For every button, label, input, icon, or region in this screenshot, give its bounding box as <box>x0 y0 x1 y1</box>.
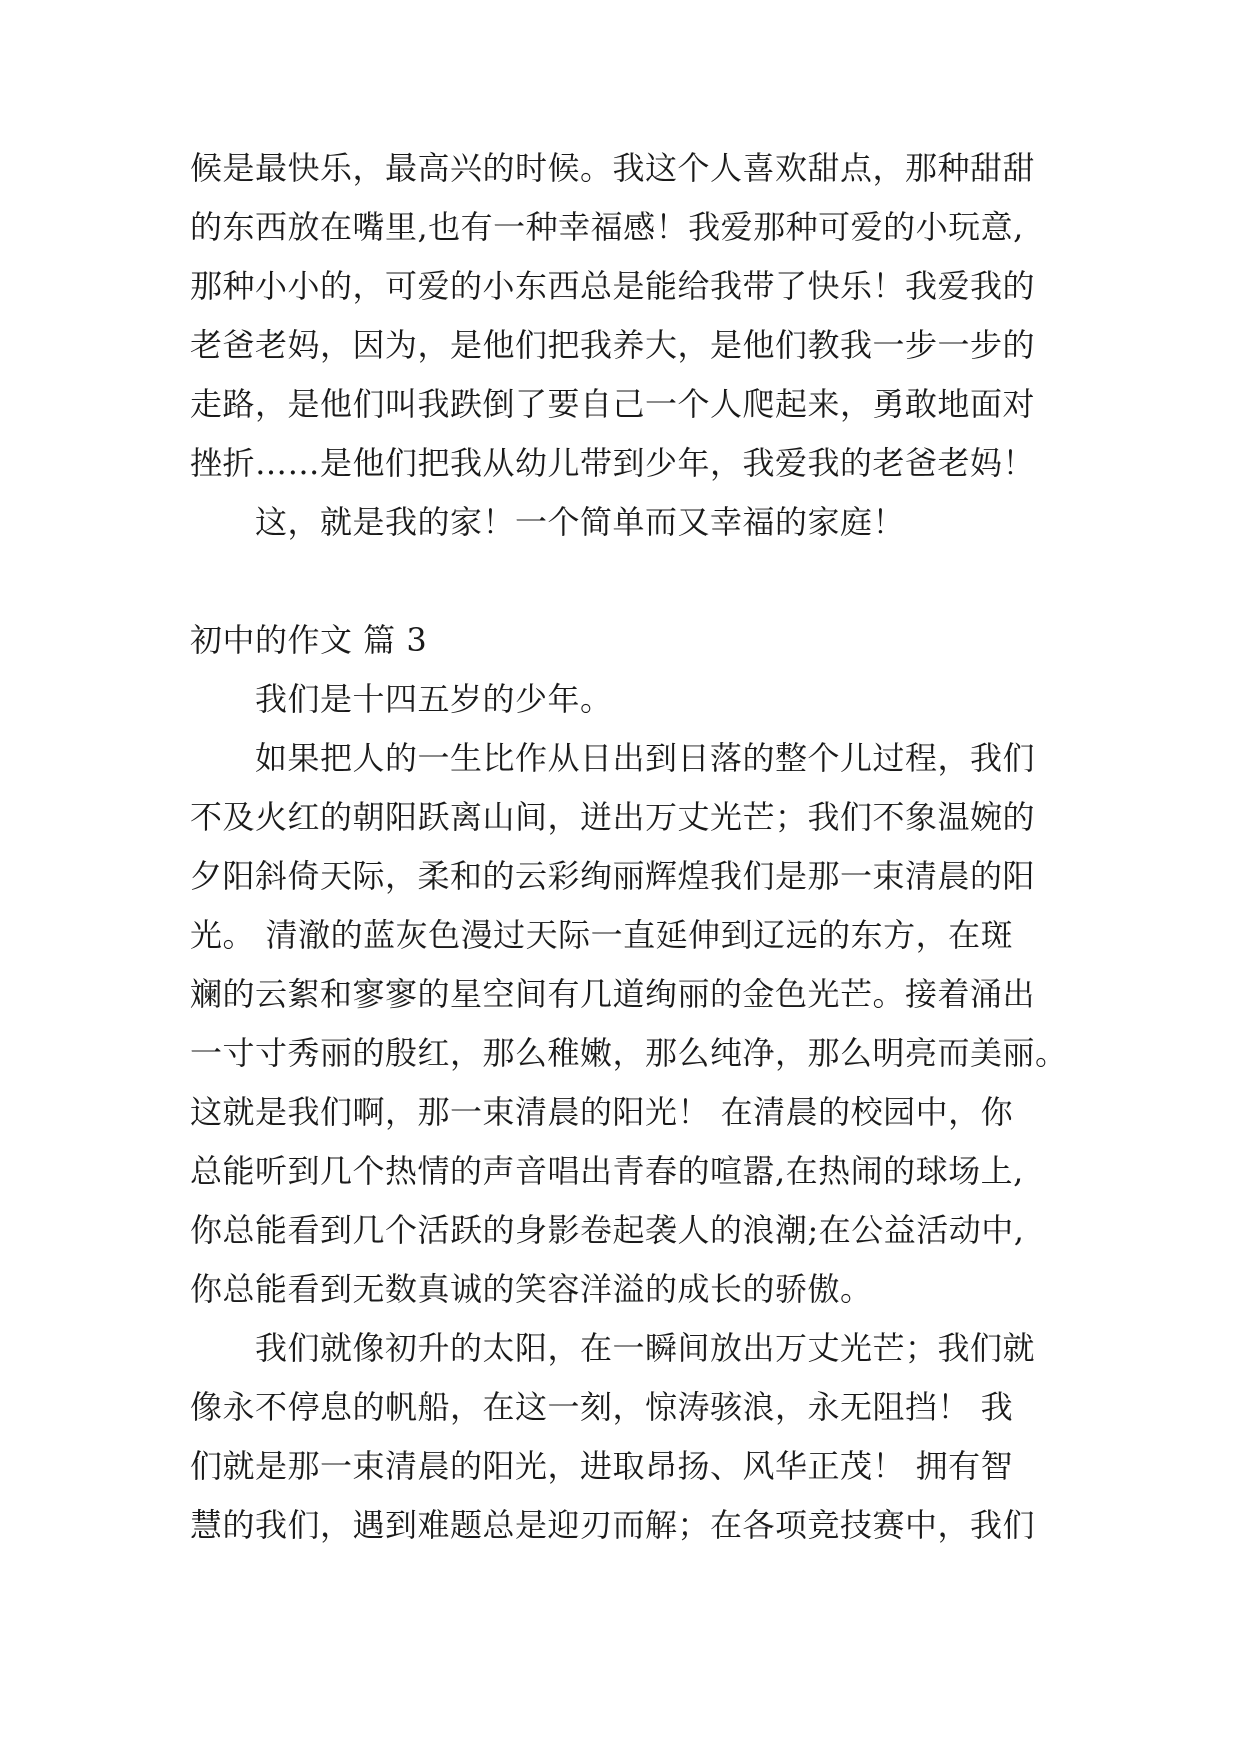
intro-line: 我们是十四五岁的少年。 <box>255 680 613 718</box>
text-line: 老爸老妈，因为，是他们把我养大，是他们教我一步一步的 <box>190 326 1036 364</box>
text-line: 像永不停息的帆船，在这一刻，惊涛骇浪，永无阻挡！ 我 <box>190 1388 1014 1426</box>
text-line: 如果把人的一生比作从日出到日落的整个儿过程，我们 <box>255 739 1036 777</box>
text-line: 总能听到几个热情的声音唱出青春的喧嚣,在热闹的球场上, <box>190 1152 1024 1190</box>
text-line: 你总能看到无数真诚的笑容洋溢的成长的骄傲。 <box>190 1270 873 1308</box>
text-line: 你总能看到几个活跃的身影卷起袭人的浪潮;在公益活动中, <box>190 1211 1025 1249</box>
text-line: 候是最快乐，最高兴的时候。我这个人喜欢甜点，那种甜甜 <box>190 149 1036 187</box>
text-line: 们就是那一束清晨的阳光，进取昂扬、风华正茂！ 拥有智 <box>190 1447 1014 1485</box>
text-line: 这就是我们啊，那一束清晨的阳光！ 在清晨的校园中，你 <box>190 1093 1014 1131</box>
text-line: 的东西放在嘴里,也有一种幸福感！我爱那种可爱的小玩意, <box>190 208 1024 246</box>
text-line: 一寸寸秀丽的殷红，那么稚嫩，那么纯净，那么明亮而美丽。 <box>190 1034 1068 1072</box>
text-line: 走路，是他们叫我跌倒了要自己一个人爬起来，勇敢地面对 <box>190 385 1036 423</box>
text-line: 挫折……是他们把我从幼儿带到少年，我爱我的老爸老妈！ <box>190 444 1036 482</box>
text-line: 慧的我们，遇到难题总是迎刃而解；在各项竞技赛中，我们 <box>190 1506 1036 1544</box>
text-line: 那种小小的，可爱的小东西总是能给我带了快乐！我爱我的 <box>190 267 1036 305</box>
closing-line: 这，就是我的家！一个简单而又幸福的家庭！ <box>255 503 906 541</box>
text-line: 不及火红的朝阳跃离山间，迸出万丈光芒；我们不象温婉的 <box>190 798 1036 836</box>
text-line: 夕阳斜倚天际，柔和的云彩绚丽辉煌我们是那一束清晨的阳 <box>190 857 1036 895</box>
text-line: 我们就像初升的太阳，在一瞬间放出万丈光芒；我们就 <box>255 1329 1036 1367</box>
text-line: 斓的云絮和寥寥的星空间有几道绚丽的金色光芒。接着涌出 <box>190 975 1036 1013</box>
section-title: 初中的作文 篇 3 <box>190 621 428 659</box>
text-line: 光。 清澈的蓝灰色漫过天际一直延伸到辽远的东方，在斑 <box>190 916 1014 954</box>
